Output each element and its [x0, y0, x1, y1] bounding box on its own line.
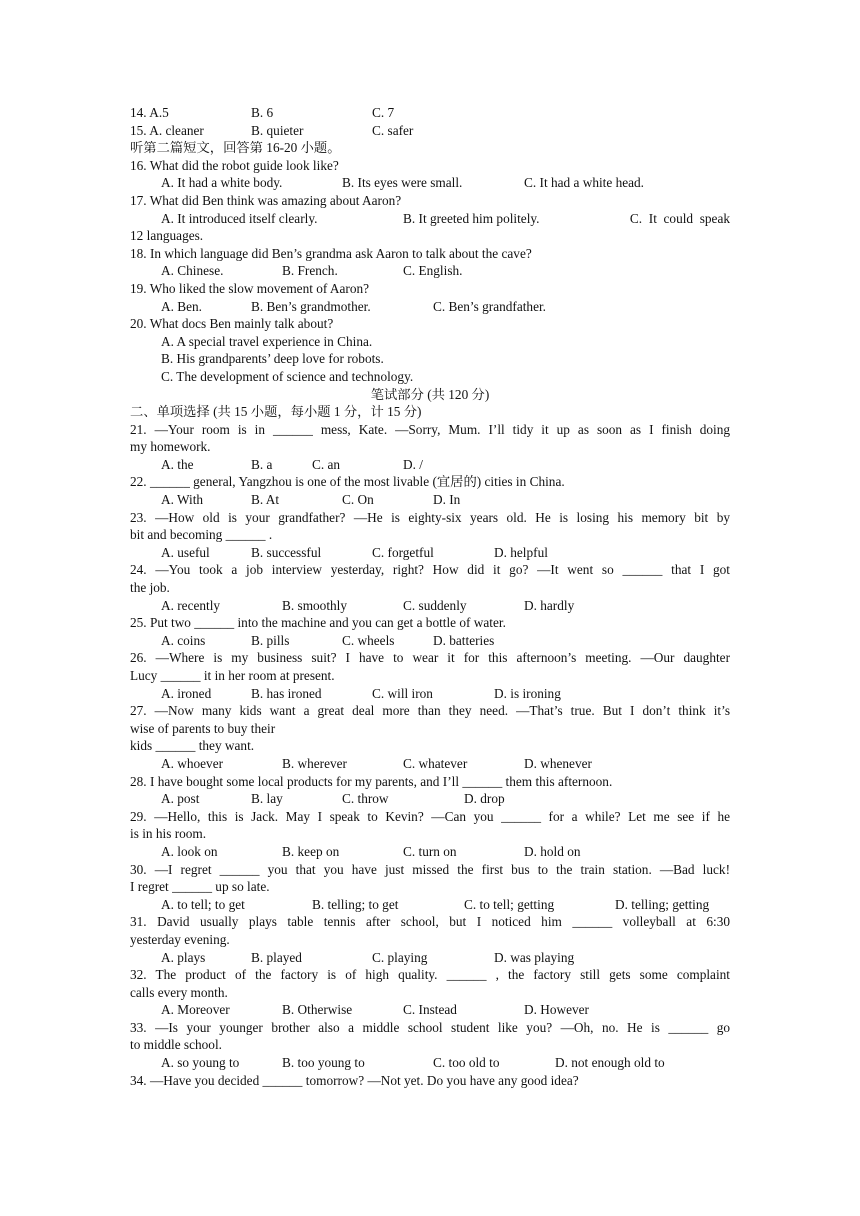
q27-option-d: D. whenever — [524, 755, 592, 771]
q17-option-a: A. It introduced itself clearly. — [161, 210, 318, 226]
q16-option-c: C. It had a white head. — [524, 175, 645, 191]
q32-option-c: C. Instead — [403, 1002, 457, 1018]
q32-option-b: B. Otherwise — [282, 1002, 353, 1018]
q27-option-a: A. whoever — [161, 755, 224, 771]
q30-option-a: A. to tell; to get — [161, 896, 245, 912]
question-27-stem-continued: wise of parents to buy their — [130, 720, 276, 736]
q31-option-a: A. plays — [161, 949, 206, 965]
question-27-stem-continued-2: kids ______ they want. — [130, 738, 255, 754]
question-15-options — [130, 122, 730, 140]
question-24-stem: 24. —You took a job interview yesterday, right? How did it go? —It went so ______ that I got — [130, 562, 730, 578]
question-33-options — [130, 1054, 730, 1072]
question-25-stem: 25. Put two ______ into the machine and you can get a bottle of water. — [130, 615, 506, 631]
q28-option-b: B. lay — [251, 791, 283, 807]
q29-option-b: B. keep on — [282, 843, 340, 859]
question-19-options — [130, 298, 730, 316]
q30-option-c: C. to tell; getting — [464, 896, 555, 912]
question-14-options — [130, 104, 730, 122]
question-21-stem-continued: my homework. — [130, 439, 211, 455]
q17-option-c: C. It could speak — [629, 210, 730, 226]
question-21-stem: 21. —Your room is in ______ mess, Kate. —Sorry, Mum. I’ll tidy it up as soon as I finish doing — [130, 421, 730, 437]
q15-option-a: 15. A. cleaner — [130, 122, 204, 138]
q20-option-c: C. The development of science and technology. — [161, 368, 414, 384]
q31-option-b: B. played — [251, 949, 302, 965]
q24-option-c: C. suddenly — [403, 597, 467, 613]
q22-option-a: A. With — [161, 492, 204, 508]
q27-option-b: B. wherever — [282, 755, 347, 771]
q17-option-b: B. It greeted him politely. — [403, 210, 540, 226]
q25-option-a: A. coins — [161, 632, 206, 648]
q19-option-a: A. Ben. — [161, 298, 202, 314]
q25-option-d: D. batteries — [433, 632, 495, 648]
question-30-options — [130, 896, 730, 914]
q23-option-c: C. forgetful — [372, 544, 434, 560]
q14-option-a: 14. A.5 — [130, 105, 169, 120]
q28-option-c: C. throw — [342, 791, 389, 807]
question-21-options — [130, 456, 730, 474]
question-28-stem: 28. I have bought some local products for my parents, and I’ll ______ them this afternoon. — [130, 773, 613, 789]
q26-option-a: A. ironed — [161, 685, 212, 701]
question-19-stem: 19. Who liked the slow movement of Aaron? — [130, 280, 370, 296]
q19-option-b: B. Ben’s grandmother. — [251, 298, 371, 314]
q26-option-b: B. has ironed — [251, 685, 322, 701]
q33-option-c: C. too old to — [433, 1055, 500, 1071]
listening-passage-2-instruction: 听第二篇短文，回答第 16-20 小题。 — [130, 140, 341, 156]
question-32-stem-continued: calls every month. — [130, 984, 228, 1000]
question-23-stem: 23. —How old is your grandfather? —He is eighty-six years old. He is losing his memory bit by — [130, 509, 730, 525]
section-2-heading: 二、单项选择 (共 15 小题，每小题 1 分，计 15 分) — [130, 404, 422, 420]
question-27-options — [130, 755, 730, 773]
question-31-stem-continued: yesterday evening. — [130, 931, 230, 947]
q25-option-b: B. pills — [251, 632, 290, 648]
q23-option-a: A. useful — [161, 544, 210, 560]
question-25-options — [130, 632, 730, 650]
q23-option-b: B. successful — [251, 544, 322, 560]
q21-option-b: B. a — [251, 456, 273, 472]
question-22-stem: 22. ______ general, Yangzhou is one of the most livable (宜居的) cities in China. — [130, 474, 565, 490]
question-22-options — [130, 491, 730, 509]
q26-option-c: C. will iron — [372, 685, 433, 701]
q18-option-b: B. French. — [282, 263, 338, 279]
q32-option-d: D. However — [524, 1002, 589, 1018]
q33-option-b: B. too young to — [282, 1055, 365, 1071]
q27-option-c: C. whatever — [403, 755, 468, 771]
q29-option-d: D. hold on — [524, 843, 581, 859]
q26-option-d: D. is ironing — [494, 685, 561, 701]
question-24-stem-continued: the job. — [130, 580, 170, 596]
question-29-options — [130, 843, 730, 861]
q22-option-c: C. On — [342, 492, 374, 508]
question-24-options — [130, 597, 730, 615]
question-28-options — [130, 790, 730, 808]
question-18-stem: 18. In which language did Ben’s grandma ask Aaron to talk about the cave? — [130, 245, 532, 261]
q14-option-c: C. 7 — [372, 105, 395, 120]
question-31-options — [130, 949, 730, 967]
q21-option-c: C. an — [312, 456, 341, 472]
question-32-options — [130, 1001, 730, 1019]
q21-option-d: D. / — [403, 456, 423, 472]
q31-option-d: D. was playing — [494, 949, 575, 965]
question-30-stem: 30. —I regret ______ you that you have just missed the first bus to the train station. —Bad luck! — [130, 861, 730, 877]
written-part-heading: 笔试部分 (共 120 分) — [370, 386, 490, 402]
question-23-stem-continued: bit and becoming ______ . — [130, 527, 273, 543]
question-26-stem-continued: Lucy ______ it in her room at present. — [130, 668, 335, 683]
q30-option-b: B. telling; to get — [312, 896, 399, 912]
question-32-stem: 32. The product of the factory is of high quality. ______ , the factory still gets some complaint — [130, 967, 730, 983]
q33-option-a: A. so young to — [161, 1055, 240, 1071]
q20-option-a: A. A special travel experience in China. — [161, 333, 373, 349]
q19-option-c: C. Ben’s grandfather. — [433, 298, 546, 314]
q28-option-d: D. drop — [464, 791, 505, 807]
q31-option-c: C. playing — [372, 949, 428, 965]
question-20-stem: 20. What docs Ben mainly talk about? — [130, 316, 334, 332]
q33-option-d: D. not enough old to — [555, 1055, 665, 1071]
q22-option-d: D. In — [433, 492, 461, 508]
question-31-stem: 31. David usually plays table tennis after school, but I noticed him ______ volleyball at 6:30 — [130, 914, 730, 930]
question-16-stem: 16. What did the robot guide look like? — [130, 157, 339, 173]
question-26-options — [130, 685, 730, 703]
q18-option-a: A. Chinese. — [161, 263, 224, 279]
q21-option-a: A. the — [161, 456, 194, 472]
q29-option-a: A. look on — [161, 843, 218, 859]
q24-option-b: B. smoothly — [282, 597, 348, 613]
question-33-stem: 33. —Is your younger brother also a middle school student like you? —Oh, no. He is ______ go — [130, 1019, 730, 1035]
q22-option-b: B. At — [251, 492, 280, 508]
q14-option-b: B. 6 — [251, 105, 274, 120]
question-18-options — [130, 262, 730, 280]
question-30-stem-continued: I regret ______ up so late. — [130, 879, 270, 895]
question-33-stem-continued: to middle school. — [130, 1037, 222, 1053]
question-34-stem: 34. —Have you decided ______ tomorrow? —Not yet. Do you have any good idea? — [130, 1072, 579, 1088]
q28-option-a: A. post — [161, 791, 200, 807]
q15-option-c: C. safer — [372, 122, 414, 138]
question-27-stem: 27. —Now many kids want a great deal more than they need. —That’s true. But I don’t think it’s — [130, 703, 730, 719]
q15-option-b: B. quieter — [251, 122, 304, 138]
q23-option-d: D. helpful — [494, 544, 548, 560]
question-17-options — [130, 210, 730, 228]
q20-option-b: B. His grandparents’ deep love for robots. — [161, 351, 384, 367]
question-29-stem-continued: is in his room. — [130, 826, 207, 842]
q24-option-d: D. hardly — [524, 597, 575, 613]
exam-content — [130, 104, 730, 1089]
q25-option-c: C. wheels — [342, 632, 395, 648]
question-23-options — [130, 544, 730, 562]
q24-option-a: A. recently — [161, 597, 221, 613]
question-29-stem: 29. —Hello, this is Jack. May I speak to Kevin? —Can you ______ for a while? Let me see if he — [130, 808, 730, 824]
q30-option-d: D. telling; getting — [615, 896, 710, 912]
q17-option-c-continued: 12 languages. — [130, 228, 204, 244]
q32-option-a: A. Moreover — [161, 1002, 230, 1018]
question-17-stem: 17. What did Ben think was amazing about Aaron? — [130, 192, 402, 208]
q16-option-a: A. It had a white body. — [161, 175, 283, 191]
question-16-options — [130, 174, 730, 192]
q29-option-c: C. turn on — [403, 843, 457, 859]
question-26-stem: 26. —Where is my business suit? I have to wear it for this afternoon’s meeting. —Our daughter — [130, 650, 730, 666]
q16-option-b: B. Its eyes were small. — [342, 175, 463, 191]
q18-option-c: C. English. — [403, 263, 463, 279]
